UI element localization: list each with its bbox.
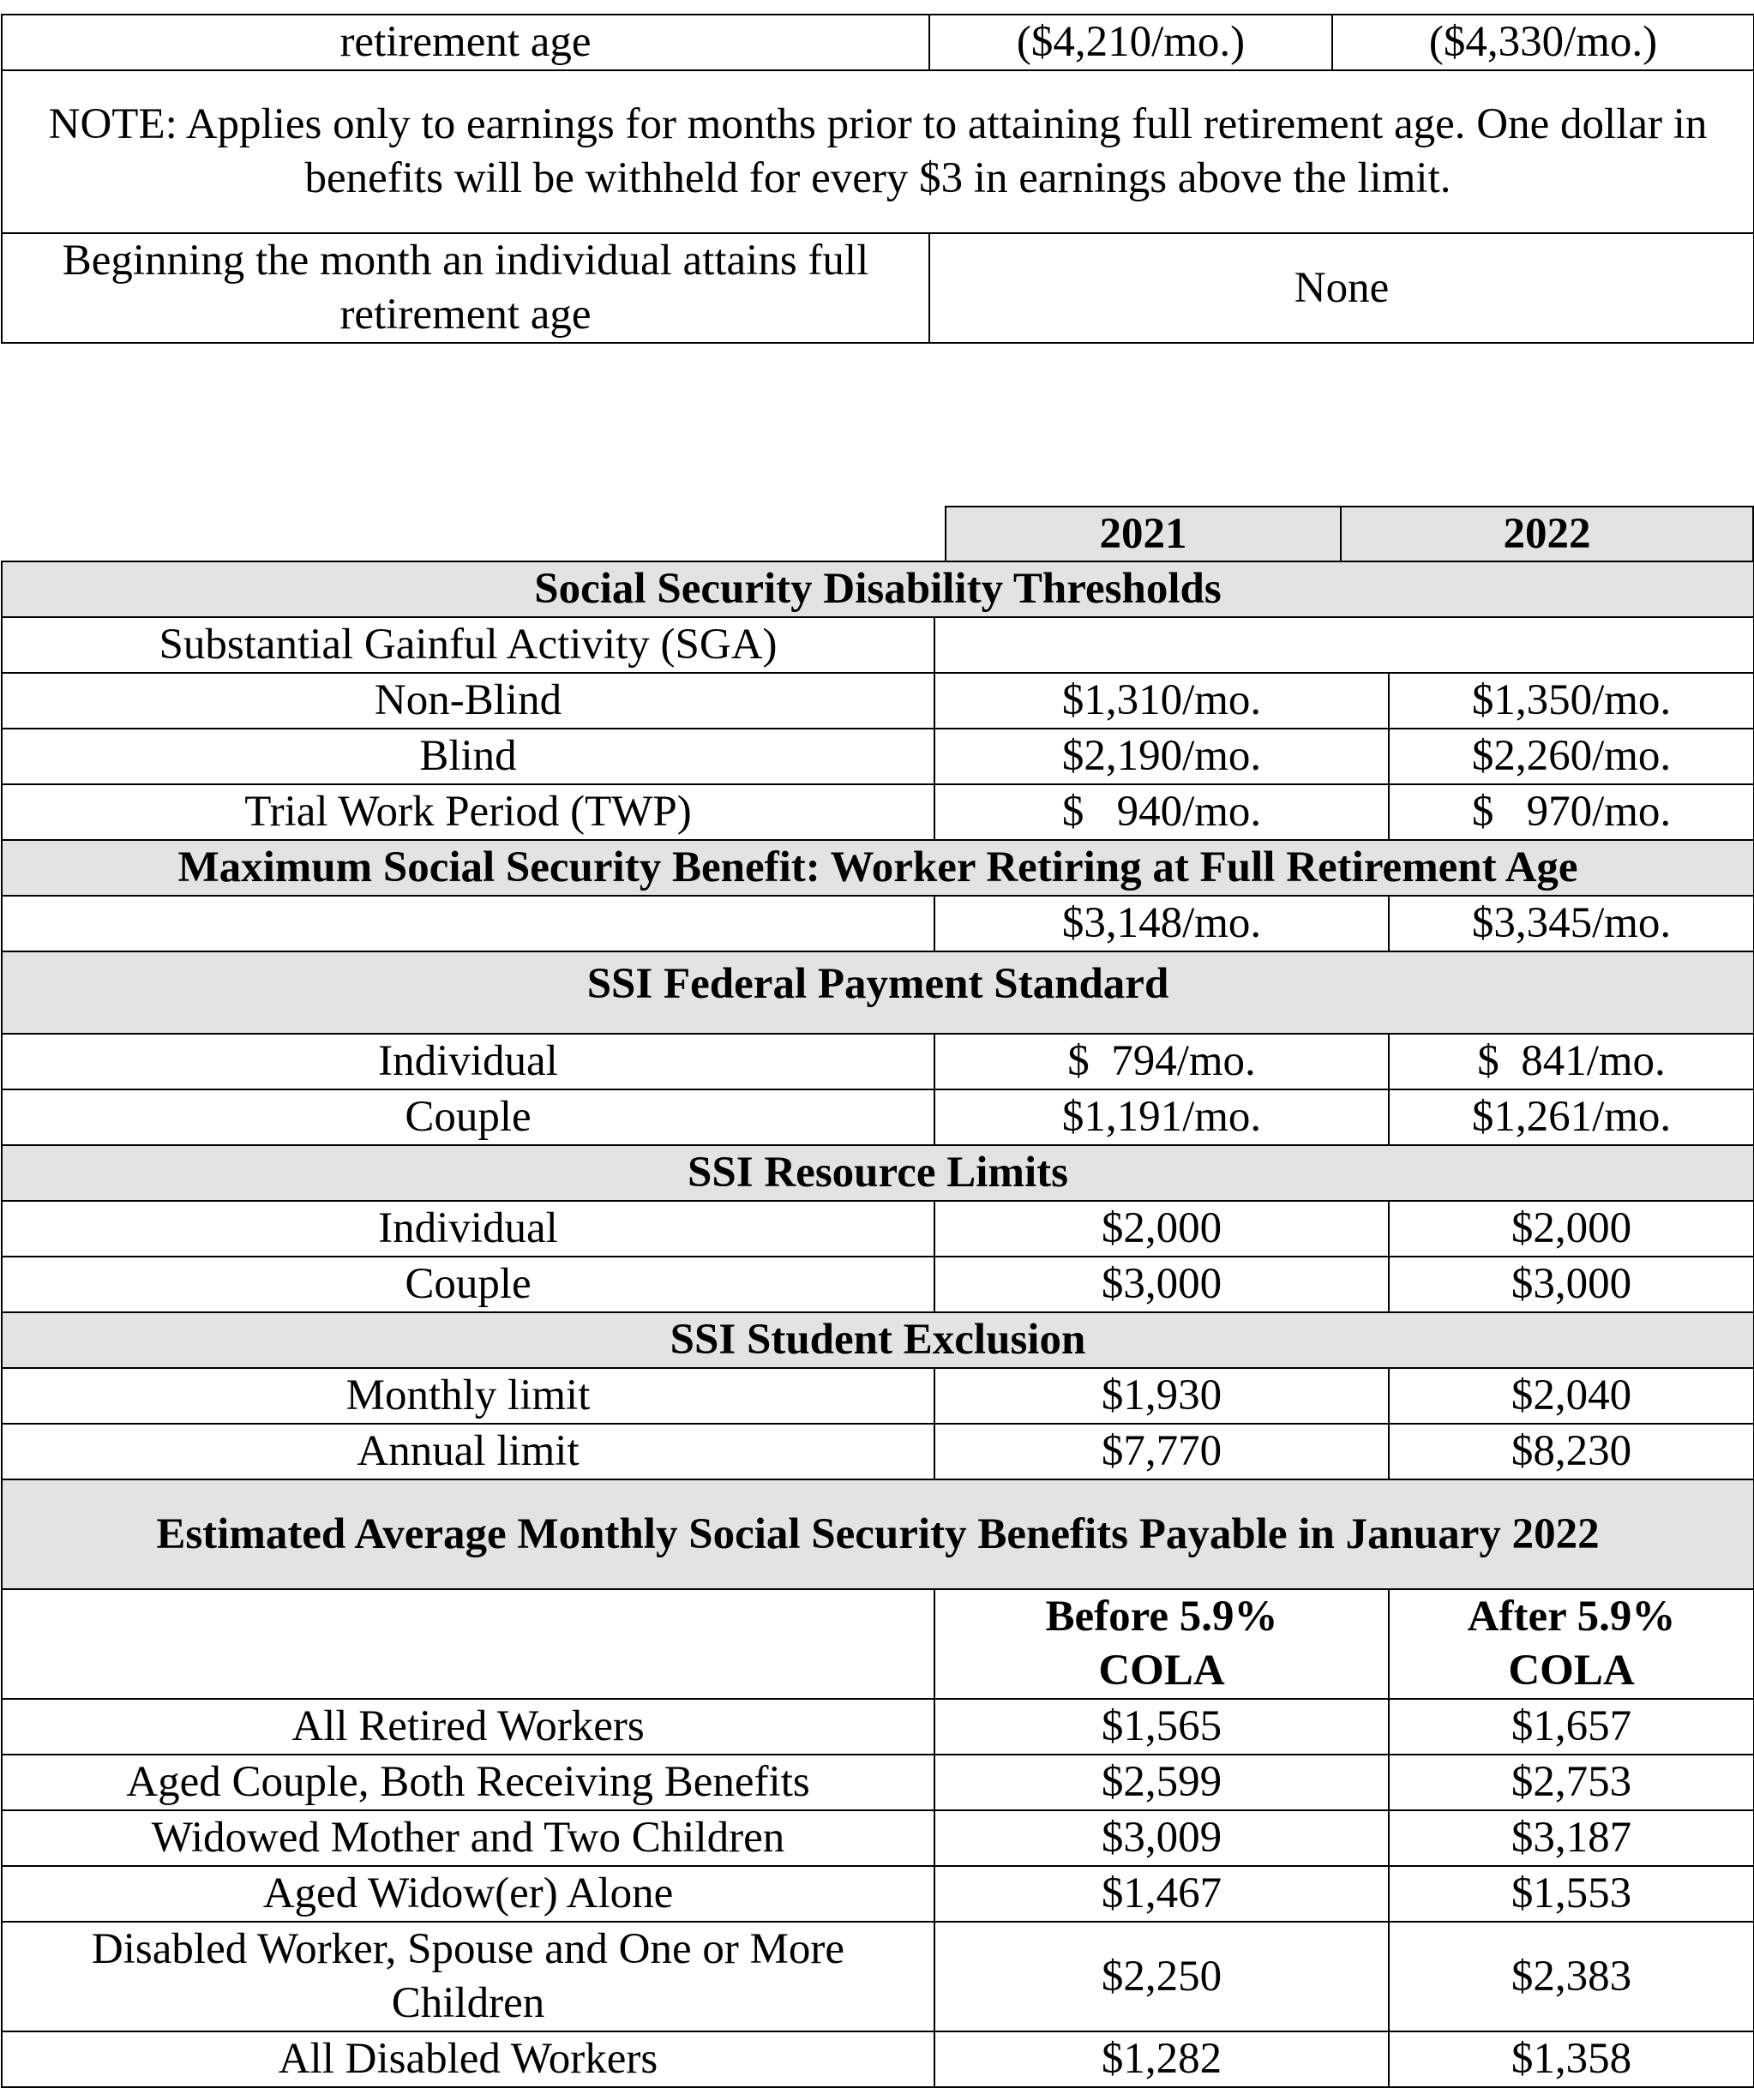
value-after: $3,187 [1389, 1810, 1754, 1866]
row-label: Widowed Mother and Two Children [2, 1810, 934, 1866]
value-after: $1,657 [1389, 1699, 1754, 1755]
value-2021: $ 940/mo. [934, 784, 1389, 840]
note-text: NOTE: Applies only to earnings for months prior to attaining full retirement age. One dollar in benefits will be withheld for every $3 in earnings above the limit. [2, 70, 1754, 233]
year-header-2022: 2022 [1503, 509, 1591, 558]
value-2021: $3,000 [934, 1257, 1389, 1312]
value-2022: $2,000 [1389, 1201, 1754, 1257]
value-2021: $2,000 [934, 1201, 1389, 1257]
row-label: Individual [2, 1201, 934, 1257]
section-heading: Estimated Average Monthly Social Security Benefits Payable in January 2022 [2, 1479, 1754, 1589]
value-2021: ($4,210/mo.) [929, 15, 1332, 70]
value-after: $2,383 [1389, 1922, 1754, 2031]
value-2022: $2,260/mo. [1389, 729, 1754, 784]
row-label: Aged Couple, Both Receiving Benefits [2, 1755, 934, 1810]
row-label: All Retired Workers [2, 1699, 934, 1755]
section-heading: Maximum Social Security Benefit: Worker Retiring at Full Retirement Age [2, 840, 1754, 896]
column-header-after-cola: After 5.9% COLA [1389, 1589, 1754, 1699]
blank-cell [934, 617, 1754, 673]
value-before: $2,599 [934, 1755, 1389, 1810]
row-label: Blind [2, 729, 934, 784]
year-header-2021: 2021 [946, 507, 1342, 561]
row-label: Annual limit [2, 1424, 934, 1479]
value-2022: $1,261/mo. [1389, 1089, 1754, 1145]
row-label: Substantial Gainful Activity (SGA) [2, 617, 934, 673]
row-label: All Disabled Workers [2, 2031, 934, 2087]
value-2022: ($4,330/mo.) [1332, 15, 1754, 70]
value-before: $2,250 [934, 1922, 1389, 2031]
row-label: Disabled Worker, Spouse and One or More Children [2, 1922, 934, 2031]
blank-cell [2, 1589, 934, 1699]
row-label: Couple [2, 1089, 934, 1145]
row-label: Couple [2, 1257, 934, 1312]
column-header-before-cola: Before 5.9% COLA [934, 1589, 1389, 1699]
value-2022: $1,350/mo. [1389, 673, 1754, 729]
row-label: Trial Work Period (TWP) [2, 784, 934, 840]
value-after: $1,358 [1389, 2031, 1754, 2087]
row-label: Individual [2, 1034, 934, 1089]
value-before: $1,282 [934, 2031, 1389, 2087]
value-2021: $1,930 [934, 1368, 1389, 1424]
value-2021: $1,191/mo. [934, 1089, 1389, 1145]
section-heading: Social Security Disability Thresholds [2, 561, 1754, 617]
value-2021: $1,310/mo. [934, 673, 1389, 729]
value-2022: $ 841/mo. [1389, 1034, 1754, 1089]
row-label: retirement age [2, 15, 929, 70]
blank-cell [2, 896, 934, 951]
value-before: $3,009 [934, 1810, 1389, 1866]
value-before: $1,467 [934, 1866, 1389, 1922]
value-after: $2,753 [1389, 1755, 1754, 1810]
row-label: Aged Widow(er) Alone [2, 1866, 934, 1922]
value-2021: $2,190/mo. [934, 729, 1389, 784]
value-2022: $3,000 [1389, 1257, 1754, 1312]
earnings-limit-table [1, 14, 1754, 344]
value-before: $1,565 [934, 1699, 1389, 1755]
section-heading: SSI Student Exclusion [2, 1312, 1754, 1368]
value-2022: $8,230 [1389, 1424, 1754, 1479]
thresholds-table [1, 506, 1754, 2088]
value-2022: $2,040 [1389, 1368, 1754, 1424]
value-2021: $ 794/mo. [934, 1034, 1389, 1089]
value-after: $1,553 [1389, 1866, 1754, 1922]
section-heading: SSI Resource Limits [2, 1145, 1754, 1201]
blank-corner [2, 506, 934, 561]
value-2021: $3,148/mo. [934, 896, 1389, 951]
value-2022: $3,345/mo. [1389, 896, 1754, 951]
row-value: None [929, 233, 1754, 343]
section-heading: SSI Federal Payment Standard [2, 951, 1754, 1034]
row-label: Monthly limit [2, 1368, 934, 1424]
row-label: Beginning the month an individual attains full retirement age [2, 233, 929, 343]
value-2022: $ 970/mo. [1389, 784, 1754, 840]
value-2021: $7,770 [934, 1424, 1389, 1479]
row-label: Non-Blind [2, 673, 934, 729]
